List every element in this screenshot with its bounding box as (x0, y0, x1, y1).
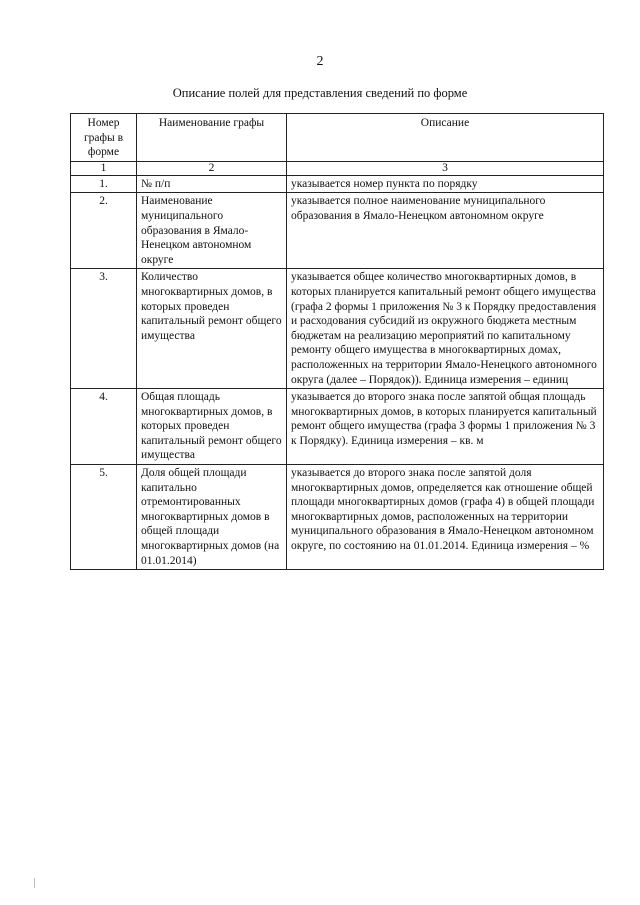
row-field-name: Общая площадь многоквартирных домов, в которых проведен капитальный ремонт общего имущества (137, 389, 287, 465)
column-index-cell: 2 (137, 161, 287, 175)
row-number: 5. (71, 465, 137, 570)
table-row (71, 175, 604, 193)
document-title: Описание полей для представления сведений по форме (172, 86, 468, 100)
row-number: 2. (71, 193, 137, 269)
row-field-name: Количество многоквартирных домов, в которых проведен капитальный ремонт общего имущества (137, 269, 287, 389)
header-description: Описание (287, 114, 604, 162)
header-column-number: Номер графы в форме (71, 114, 137, 162)
row-field-name: Доля общей площади капитально отремонтированных многоквартирных домов в общей площади многоквартирных домов (на 01.01.2014) (137, 465, 287, 570)
column-index-cell: 3 (287, 161, 604, 175)
table-row (71, 193, 604, 269)
row-description: указывается полное наименование муниципального образования в Ямало-Ненецком автономном округе (287, 193, 604, 269)
row-number: 1. (71, 175, 137, 193)
row-description: указывается номер пункта по порядку (287, 175, 604, 193)
scan-margin-mark (34, 878, 35, 888)
row-description: указывается общее количество многоквартирных домов, в которых планируется капитальный ремонт общего имущества (графа 2 формы 1 приложения № 3 к Порядку предоставления и расходования субсидий из окружного бюджета местным бюджетам на реализацию мероприятий по капитальному ремонту общего имущества в многоквартирных домах, расположенных на территории Ямало-Ненецкого автономного округа (далее – Порядок)). Единица измерения – единиц (287, 269, 604, 389)
row-field-name: Наименование муниципального образования в Ямало-Ненецком автономном округе (137, 193, 287, 269)
column-index-row (71, 161, 604, 175)
page-number: 2 (316, 54, 324, 69)
column-index-cell: 1 (71, 161, 137, 175)
row-description: указывается до второго знака после запятой доля многоквартирных домов, определяется как отношение общей площади многоквартирных домов (графа 4) в общей площади многоквартирных домов, расположенных на территории муниципального образования в Ямало-Ненецком автономном округе, по состоянию на 01.01.2014. Единица измерения – % (287, 465, 604, 570)
row-number: 3. (71, 269, 137, 389)
table-row (71, 269, 604, 389)
table-header-row (71, 114, 604, 162)
row-description: указывается до второго знака после запятой общая площадь многоквартирных домов, в которых планируется капитальный ремонт общего имущества (графа 3 формы 1 приложения № 3 к Порядку). Единица измерения – кв. м (287, 389, 604, 465)
row-number: 4. (71, 389, 137, 465)
table-row (71, 465, 604, 570)
header-column-name: Наименование графы (137, 114, 287, 162)
fields-description-table (70, 113, 604, 570)
table-row (71, 389, 604, 465)
row-field-name: № п/п (137, 175, 287, 193)
